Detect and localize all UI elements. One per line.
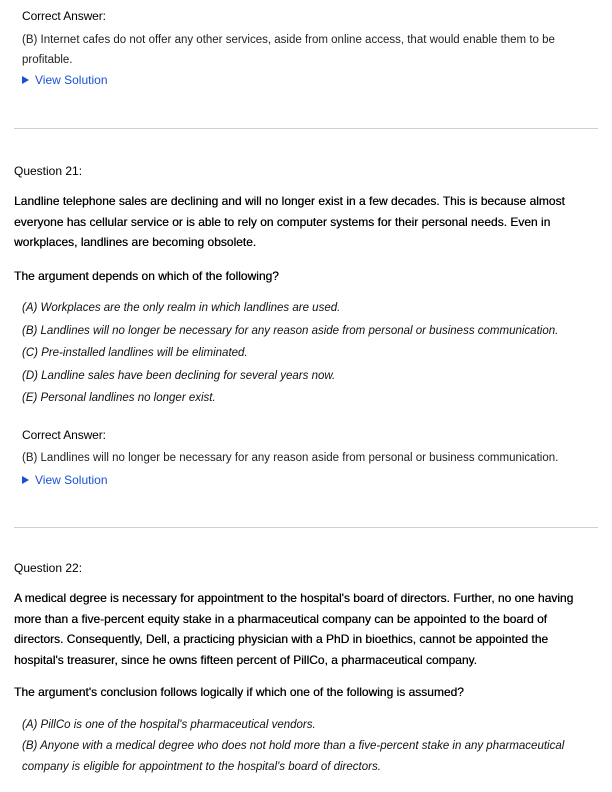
section-divider (14, 128, 598, 129)
question-prompt: The argument depends on which of the following? (14, 269, 279, 283)
correct-answer-text: (B) Internet cafes do not offer any other services, aside from online access, that would enable them to be profitable. (22, 34, 555, 66)
option-a: (A) Workplaces are the only realm in which landlines are used. (22, 302, 341, 314)
options-list (22, 715, 600, 778)
option-b: (B) Landlines will no longer be necessary for any reason aside from personal or business communication. (22, 324, 559, 337)
correct-answer-label: Correct Answer: (22, 428, 106, 442)
option-a: (A) PillCo is one of the hospital's pharmaceutical vendors. (22, 719, 316, 731)
question-title: Question 22: (14, 561, 83, 575)
view-solution-label: View Solution (35, 473, 108, 487)
view-solution-link[interactable] (22, 473, 108, 487)
option-e: (E) Personal landlines no longer exist. (22, 392, 216, 404)
view-solution-label: View Solution (35, 73, 108, 87)
option-d: (D) Landline sales have been declining for several years now. (22, 369, 336, 382)
expand-triangle-icon (22, 76, 29, 84)
question-stem: A medical degree is necessary for appointment to the hospital's board of directors. Further, no one having more than a five-percent equity stake in a pharmaceutical company can be appointed to the board of directors. Consequently, Dell, a practicing physician with a PhD in bioethics, cannot be appointed the hospital's treasurer, since he owns fifteen percent of PillCo, a pharmaceutical company. (14, 591, 574, 667)
option-b: (B) Anyone with a medical degree who does not hold more than a five-percent stake in any pharmaceutical company is eligible for appointment to the hospital's board of directors. (22, 740, 565, 773)
section-divider (14, 527, 598, 528)
view-solution-link[interactable] (22, 73, 108, 87)
expand-triangle-icon (22, 476, 29, 484)
question-stem: Landline telephone sales are declining and will no longer exist in a few decades. This is because almost everyone has cellular service or is able to rely on computer systems for their personal needs. Even in workplaces, landlines are becoming obsolete. (14, 194, 565, 249)
correct-answer-label: Correct Answer: (22, 9, 106, 23)
correct-answer-text: (B) Landlines will no longer be necessary for any reason aside from personal or business communication. (22, 452, 559, 464)
question-prompt: The argument's conclusion follows logically if which one of the following is assumed? (14, 685, 464, 699)
question-title: Question 21: (14, 164, 83, 178)
option-c: (C) Pre-installed landlines will be eliminated. (22, 347, 248, 359)
options-list (22, 297, 602, 410)
